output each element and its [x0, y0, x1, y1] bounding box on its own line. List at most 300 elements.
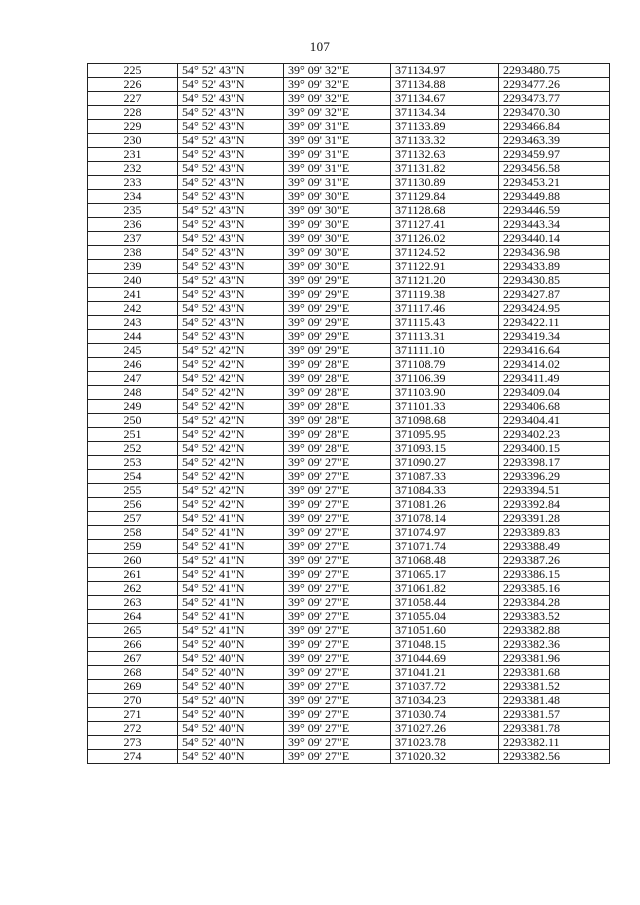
latitude-cell: 54° 52' 43"N	[178, 134, 284, 148]
y-coordinate-cell: 2293392.84	[499, 498, 610, 512]
table-row	[88, 484, 610, 498]
x-coordinate-cell: 371020.32	[391, 750, 499, 764]
point-number-cell: 262	[88, 582, 178, 596]
coordinates-table-body	[88, 64, 610, 764]
point-number-cell: 266	[88, 638, 178, 652]
y-coordinate-cell: 2293436.98	[499, 246, 610, 260]
table-row	[88, 638, 610, 652]
latitude-cell: 54° 52' 43"N	[178, 204, 284, 218]
y-coordinate-cell: 2293382.36	[499, 638, 610, 652]
y-coordinate-cell: 2293382.56	[499, 750, 610, 764]
x-coordinate-cell: 371133.89	[391, 120, 499, 134]
x-coordinate-cell: 371121.20	[391, 274, 499, 288]
table-row	[88, 92, 610, 106]
longitude-cell: 39° 09' 29"E	[284, 288, 391, 302]
point-number-cell: 258	[88, 526, 178, 540]
y-coordinate-cell: 2293480.75	[499, 64, 610, 78]
longitude-cell: 39° 09' 28"E	[284, 428, 391, 442]
point-number-cell: 267	[88, 652, 178, 666]
point-number-cell: 235	[88, 204, 178, 218]
point-number-cell: 234	[88, 190, 178, 204]
point-number-cell: 265	[88, 624, 178, 638]
longitude-cell: 39° 09' 27"E	[284, 666, 391, 680]
y-coordinate-cell: 2293416.64	[499, 344, 610, 358]
y-coordinate-cell: 2293470.30	[499, 106, 610, 120]
table-row	[88, 120, 610, 134]
x-coordinate-cell: 371087.33	[391, 470, 499, 484]
point-number-cell: 242	[88, 302, 178, 316]
longitude-cell: 39° 09' 31"E	[284, 176, 391, 190]
x-coordinate-cell: 371061.82	[391, 582, 499, 596]
longitude-cell: 39° 09' 29"E	[284, 344, 391, 358]
latitude-cell: 54° 52' 43"N	[178, 330, 284, 344]
table-row	[88, 260, 610, 274]
point-number-cell: 226	[88, 78, 178, 92]
longitude-cell: 39° 09' 30"E	[284, 218, 391, 232]
x-coordinate-cell: 371071.74	[391, 540, 499, 554]
x-coordinate-cell: 371130.89	[391, 176, 499, 190]
y-coordinate-cell: 2293383.52	[499, 610, 610, 624]
x-coordinate-cell: 371048.15	[391, 638, 499, 652]
table-row	[88, 414, 610, 428]
x-coordinate-cell: 371068.48	[391, 554, 499, 568]
latitude-cell: 54° 52' 41"N	[178, 582, 284, 596]
x-coordinate-cell: 371034.23	[391, 694, 499, 708]
y-coordinate-cell: 2293402.23	[499, 428, 610, 442]
table-row	[88, 694, 610, 708]
point-number-cell: 274	[88, 750, 178, 764]
longitude-cell: 39° 09' 31"E	[284, 120, 391, 134]
table-row	[88, 624, 610, 638]
y-coordinate-cell: 2293387.26	[499, 554, 610, 568]
latitude-cell: 54° 52' 40"N	[178, 694, 284, 708]
table-row	[88, 540, 610, 554]
table-row	[88, 302, 610, 316]
point-number-cell: 231	[88, 148, 178, 162]
latitude-cell: 54° 52' 42"N	[178, 414, 284, 428]
longitude-cell: 39° 09' 27"E	[284, 456, 391, 470]
table-row	[88, 218, 610, 232]
table-row	[88, 330, 610, 344]
y-coordinate-cell: 2293449.88	[499, 190, 610, 204]
table-row	[88, 288, 610, 302]
latitude-cell: 54° 52' 43"N	[178, 148, 284, 162]
x-coordinate-cell: 371133.32	[391, 134, 499, 148]
point-number-cell: 233	[88, 176, 178, 190]
point-number-cell: 263	[88, 596, 178, 610]
longitude-cell: 39° 09' 28"E	[284, 442, 391, 456]
table-row	[88, 652, 610, 666]
x-coordinate-cell: 371044.69	[391, 652, 499, 666]
x-coordinate-cell: 371127.41	[391, 218, 499, 232]
latitude-cell: 54° 52' 41"N	[178, 568, 284, 582]
latitude-cell: 54° 52' 43"N	[178, 106, 284, 120]
latitude-cell: 54° 52' 43"N	[178, 190, 284, 204]
latitude-cell: 54° 52' 42"N	[178, 358, 284, 372]
y-coordinate-cell: 2293381.78	[499, 722, 610, 736]
latitude-cell: 54° 52' 42"N	[178, 386, 284, 400]
x-coordinate-cell: 371051.60	[391, 624, 499, 638]
longitude-cell: 39° 09' 27"E	[284, 638, 391, 652]
y-coordinate-cell: 2293389.83	[499, 526, 610, 540]
table-row	[88, 456, 610, 470]
longitude-cell: 39° 09' 29"E	[284, 302, 391, 316]
table-row	[88, 134, 610, 148]
latitude-cell: 54° 52' 40"N	[178, 666, 284, 680]
longitude-cell: 39° 09' 27"E	[284, 624, 391, 638]
table-row	[88, 204, 610, 218]
y-coordinate-cell: 2293381.52	[499, 680, 610, 694]
latitude-cell: 54° 52' 42"N	[178, 498, 284, 512]
x-coordinate-cell: 371093.15	[391, 442, 499, 456]
y-coordinate-cell: 2293424.95	[499, 302, 610, 316]
table-row	[88, 358, 610, 372]
y-coordinate-cell: 2293430.85	[499, 274, 610, 288]
y-coordinate-cell: 2293433.89	[499, 260, 610, 274]
longitude-cell: 39° 09' 30"E	[284, 190, 391, 204]
y-coordinate-cell: 2293382.88	[499, 624, 610, 638]
longitude-cell: 39° 09' 28"E	[284, 386, 391, 400]
x-coordinate-cell: 371134.88	[391, 78, 499, 92]
table-row	[88, 750, 610, 764]
table-row	[88, 442, 610, 456]
y-coordinate-cell: 2293409.04	[499, 386, 610, 400]
table-row	[88, 470, 610, 484]
point-number-cell: 238	[88, 246, 178, 260]
point-number-cell: 250	[88, 414, 178, 428]
y-coordinate-cell: 2293381.96	[499, 652, 610, 666]
y-coordinate-cell: 2293384.28	[499, 596, 610, 610]
table-row	[88, 680, 610, 694]
latitude-cell: 54° 52' 43"N	[178, 288, 284, 302]
table-row	[88, 610, 610, 624]
y-coordinate-cell: 2293381.68	[499, 666, 610, 680]
point-number-cell: 248	[88, 386, 178, 400]
table-row	[88, 736, 610, 750]
latitude-cell: 54° 52' 41"N	[178, 526, 284, 540]
latitude-cell: 54° 52' 42"N	[178, 400, 284, 414]
latitude-cell: 54° 52' 43"N	[178, 120, 284, 134]
table-row	[88, 568, 610, 582]
longitude-cell: 39° 09' 29"E	[284, 274, 391, 288]
point-number-cell: 272	[88, 722, 178, 736]
point-number-cell: 246	[88, 358, 178, 372]
y-coordinate-cell: 2293382.11	[499, 736, 610, 750]
table-row	[88, 232, 610, 246]
longitude-cell: 39° 09' 28"E	[284, 372, 391, 386]
y-coordinate-cell: 2293453.21	[499, 176, 610, 190]
longitude-cell: 39° 09' 27"E	[284, 694, 391, 708]
longitude-cell: 39° 09' 27"E	[284, 708, 391, 722]
x-coordinate-cell: 371111.10	[391, 344, 499, 358]
x-coordinate-cell: 371128.68	[391, 204, 499, 218]
x-coordinate-cell: 371134.97	[391, 64, 499, 78]
x-coordinate-cell: 371023.78	[391, 736, 499, 750]
latitude-cell: 54° 52' 43"N	[178, 232, 284, 246]
longitude-cell: 39° 09' 27"E	[284, 512, 391, 526]
longitude-cell: 39° 09' 32"E	[284, 78, 391, 92]
longitude-cell: 39° 09' 27"E	[284, 596, 391, 610]
latitude-cell: 54° 52' 43"N	[178, 218, 284, 232]
point-number-cell: 271	[88, 708, 178, 722]
x-coordinate-cell: 371124.52	[391, 246, 499, 260]
x-coordinate-cell: 371122.91	[391, 260, 499, 274]
point-number-cell: 243	[88, 316, 178, 330]
table-row	[88, 498, 610, 512]
longitude-cell: 39° 09' 27"E	[284, 526, 391, 540]
x-coordinate-cell: 371084.33	[391, 484, 499, 498]
table-row	[88, 722, 610, 736]
page-number: 107	[309, 39, 331, 54]
latitude-cell: 54° 52' 42"N	[178, 372, 284, 386]
latitude-cell: 54° 52' 43"N	[178, 316, 284, 330]
latitude-cell: 54° 52' 42"N	[178, 456, 284, 470]
x-coordinate-cell: 371106.39	[391, 372, 499, 386]
table-row	[88, 246, 610, 260]
longitude-cell: 39° 09' 27"E	[284, 722, 391, 736]
longitude-cell: 39° 09' 27"E	[284, 610, 391, 624]
table-row	[88, 582, 610, 596]
point-number-cell: 252	[88, 442, 178, 456]
table-row	[88, 274, 610, 288]
point-number-cell: 232	[88, 162, 178, 176]
table-row	[88, 708, 610, 722]
x-coordinate-cell: 371103.90	[391, 386, 499, 400]
latitude-cell: 54° 52' 42"N	[178, 344, 284, 358]
longitude-cell: 39° 09' 27"E	[284, 540, 391, 554]
point-number-cell: 241	[88, 288, 178, 302]
latitude-cell: 54° 52' 43"N	[178, 162, 284, 176]
y-coordinate-cell: 2293386.15	[499, 568, 610, 582]
latitude-cell: 54° 52' 43"N	[178, 92, 284, 106]
y-coordinate-cell: 2293456.58	[499, 162, 610, 176]
point-number-cell: 254	[88, 470, 178, 484]
longitude-cell: 39° 09' 27"E	[284, 568, 391, 582]
table-row	[88, 106, 610, 120]
table-row	[88, 176, 610, 190]
x-coordinate-cell: 371074.97	[391, 526, 499, 540]
x-coordinate-cell: 371055.04	[391, 610, 499, 624]
point-number-cell: 249	[88, 400, 178, 414]
latitude-cell: 54° 52' 43"N	[178, 64, 284, 78]
latitude-cell: 54° 52' 43"N	[178, 246, 284, 260]
longitude-cell: 39° 09' 32"E	[284, 64, 391, 78]
longitude-cell: 39° 09' 30"E	[284, 232, 391, 246]
y-coordinate-cell: 2293419.34	[499, 330, 610, 344]
y-coordinate-cell: 2293396.29	[499, 470, 610, 484]
latitude-cell: 54° 52' 43"N	[178, 176, 284, 190]
x-coordinate-cell: 371108.79	[391, 358, 499, 372]
table-row	[88, 78, 610, 92]
table-row	[88, 316, 610, 330]
longitude-cell: 39° 09' 27"E	[284, 652, 391, 666]
latitude-cell: 54° 52' 42"N	[178, 442, 284, 456]
longitude-cell: 39° 09' 32"E	[284, 92, 391, 106]
x-coordinate-cell: 371131.82	[391, 162, 499, 176]
longitude-cell: 39° 09' 27"E	[284, 736, 391, 750]
latitude-cell: 54° 52' 42"N	[178, 484, 284, 498]
x-coordinate-cell: 371126.02	[391, 232, 499, 246]
point-number-cell: 270	[88, 694, 178, 708]
longitude-cell: 39° 09' 27"E	[284, 680, 391, 694]
point-number-cell: 259	[88, 540, 178, 554]
x-coordinate-cell: 371065.17	[391, 568, 499, 582]
point-number-cell: 253	[88, 456, 178, 470]
y-coordinate-cell: 2293446.59	[499, 204, 610, 218]
latitude-cell: 54° 52' 40"N	[178, 652, 284, 666]
y-coordinate-cell: 2293411.49	[499, 372, 610, 386]
y-coordinate-cell: 2293443.34	[499, 218, 610, 232]
table-row	[88, 596, 610, 610]
x-coordinate-cell: 371090.27	[391, 456, 499, 470]
latitude-cell: 54° 52' 43"N	[178, 302, 284, 316]
x-coordinate-cell: 371113.31	[391, 330, 499, 344]
table-row	[88, 666, 610, 680]
table-row	[88, 372, 610, 386]
point-number-cell: 257	[88, 512, 178, 526]
x-coordinate-cell: 371115.43	[391, 316, 499, 330]
longitude-cell: 39° 09' 27"E	[284, 498, 391, 512]
x-coordinate-cell: 371101.33	[391, 400, 499, 414]
table-row	[88, 386, 610, 400]
y-coordinate-cell: 2293473.77	[499, 92, 610, 106]
longitude-cell: 39° 09' 30"E	[284, 204, 391, 218]
latitude-cell: 54° 52' 40"N	[178, 722, 284, 736]
latitude-cell: 54° 52' 41"N	[178, 512, 284, 526]
table-row	[88, 512, 610, 526]
table-row	[88, 554, 610, 568]
y-coordinate-cell: 2293381.48	[499, 694, 610, 708]
y-coordinate-cell: 2293459.97	[499, 148, 610, 162]
longitude-cell: 39° 09' 27"E	[284, 554, 391, 568]
y-coordinate-cell: 2293466.84	[499, 120, 610, 134]
point-number-cell: 264	[88, 610, 178, 624]
point-number-cell: 228	[88, 106, 178, 120]
point-number-cell: 255	[88, 484, 178, 498]
longitude-cell: 39° 09' 27"E	[284, 470, 391, 484]
point-number-cell: 268	[88, 666, 178, 680]
latitude-cell: 54° 52' 43"N	[178, 274, 284, 288]
latitude-cell: 54° 52' 43"N	[178, 78, 284, 92]
longitude-cell: 39° 09' 31"E	[284, 134, 391, 148]
y-coordinate-cell: 2293440.14	[499, 232, 610, 246]
point-number-cell: 247	[88, 372, 178, 386]
y-coordinate-cell: 2293404.41	[499, 414, 610, 428]
x-coordinate-cell: 371134.67	[391, 92, 499, 106]
y-coordinate-cell: 2293394.51	[499, 484, 610, 498]
y-coordinate-cell: 2293391.28	[499, 512, 610, 526]
table-row	[88, 64, 610, 78]
longitude-cell: 39° 09' 27"E	[284, 582, 391, 596]
point-number-cell: 240	[88, 274, 178, 288]
latitude-cell: 54° 52' 41"N	[178, 624, 284, 638]
x-coordinate-cell: 371058.44	[391, 596, 499, 610]
latitude-cell: 54° 52' 43"N	[178, 260, 284, 274]
longitude-cell: 39° 09' 28"E	[284, 358, 391, 372]
point-number-cell: 251	[88, 428, 178, 442]
x-coordinate-cell: 371134.34	[391, 106, 499, 120]
longitude-cell: 39° 09' 31"E	[284, 148, 391, 162]
x-coordinate-cell: 371027.26	[391, 722, 499, 736]
y-coordinate-cell: 2293398.17	[499, 456, 610, 470]
y-coordinate-cell: 2293381.57	[499, 708, 610, 722]
latitude-cell: 54° 52' 40"N	[178, 750, 284, 764]
longitude-cell: 39° 09' 30"E	[284, 246, 391, 260]
y-coordinate-cell: 2293385.16	[499, 582, 610, 596]
table-row	[88, 162, 610, 176]
y-coordinate-cell: 2293463.39	[499, 134, 610, 148]
x-coordinate-cell: 371132.63	[391, 148, 499, 162]
longitude-cell: 39° 09' 29"E	[284, 316, 391, 330]
y-coordinate-cell: 2293388.49	[499, 540, 610, 554]
latitude-cell: 54° 52' 40"N	[178, 638, 284, 652]
table-row	[88, 526, 610, 540]
point-number-cell: 236	[88, 218, 178, 232]
point-number-cell: 273	[88, 736, 178, 750]
x-coordinate-cell: 371078.14	[391, 512, 499, 526]
x-coordinate-cell: 371095.95	[391, 428, 499, 442]
latitude-cell: 54° 52' 41"N	[178, 554, 284, 568]
y-coordinate-cell: 2293477.26	[499, 78, 610, 92]
point-number-cell: 261	[88, 568, 178, 582]
latitude-cell: 54° 52' 41"N	[178, 610, 284, 624]
y-coordinate-cell: 2293427.87	[499, 288, 610, 302]
latitude-cell: 54° 52' 41"N	[178, 596, 284, 610]
table-row	[88, 190, 610, 204]
point-number-cell: 239	[88, 260, 178, 274]
point-number-cell: 260	[88, 554, 178, 568]
latitude-cell: 54° 52' 42"N	[178, 470, 284, 484]
longitude-cell: 39° 09' 31"E	[284, 162, 391, 176]
point-number-cell: 245	[88, 344, 178, 358]
latitude-cell: 54° 52' 40"N	[178, 736, 284, 750]
table-row	[88, 400, 610, 414]
longitude-cell: 39° 09' 27"E	[284, 750, 391, 764]
point-number-cell: 244	[88, 330, 178, 344]
point-number-cell: 269	[88, 680, 178, 694]
longitude-cell: 39° 09' 30"E	[284, 260, 391, 274]
x-coordinate-cell: 371098.68	[391, 414, 499, 428]
longitude-cell: 39° 09' 27"E	[284, 484, 391, 498]
table-row	[88, 428, 610, 442]
longitude-cell: 39° 09' 32"E	[284, 106, 391, 120]
longitude-cell: 39° 09' 28"E	[284, 414, 391, 428]
x-coordinate-cell: 371081.26	[391, 498, 499, 512]
latitude-cell: 54° 52' 42"N	[178, 428, 284, 442]
y-coordinate-cell: 2293422.11	[499, 316, 610, 330]
point-number-cell: 237	[88, 232, 178, 246]
table-row	[88, 344, 610, 358]
point-number-cell: 225	[88, 64, 178, 78]
y-coordinate-cell: 2293400.15	[499, 442, 610, 456]
longitude-cell: 39° 09' 29"E	[284, 330, 391, 344]
coordinates-table	[87, 63, 610, 764]
latitude-cell: 54° 52' 41"N	[178, 540, 284, 554]
point-number-cell: 229	[88, 120, 178, 134]
point-number-cell: 230	[88, 134, 178, 148]
x-coordinate-cell: 371117.46	[391, 302, 499, 316]
point-number-cell: 227	[88, 92, 178, 106]
y-coordinate-cell: 2293414.02	[499, 358, 610, 372]
x-coordinate-cell: 371129.84	[391, 190, 499, 204]
table-row	[88, 148, 610, 162]
y-coordinate-cell: 2293406.68	[499, 400, 610, 414]
longitude-cell: 39° 09' 28"E	[284, 400, 391, 414]
x-coordinate-cell: 371030.74	[391, 708, 499, 722]
x-coordinate-cell: 371037.72	[391, 680, 499, 694]
x-coordinate-cell: 371119.38	[391, 288, 499, 302]
latitude-cell: 54° 52' 40"N	[178, 708, 284, 722]
